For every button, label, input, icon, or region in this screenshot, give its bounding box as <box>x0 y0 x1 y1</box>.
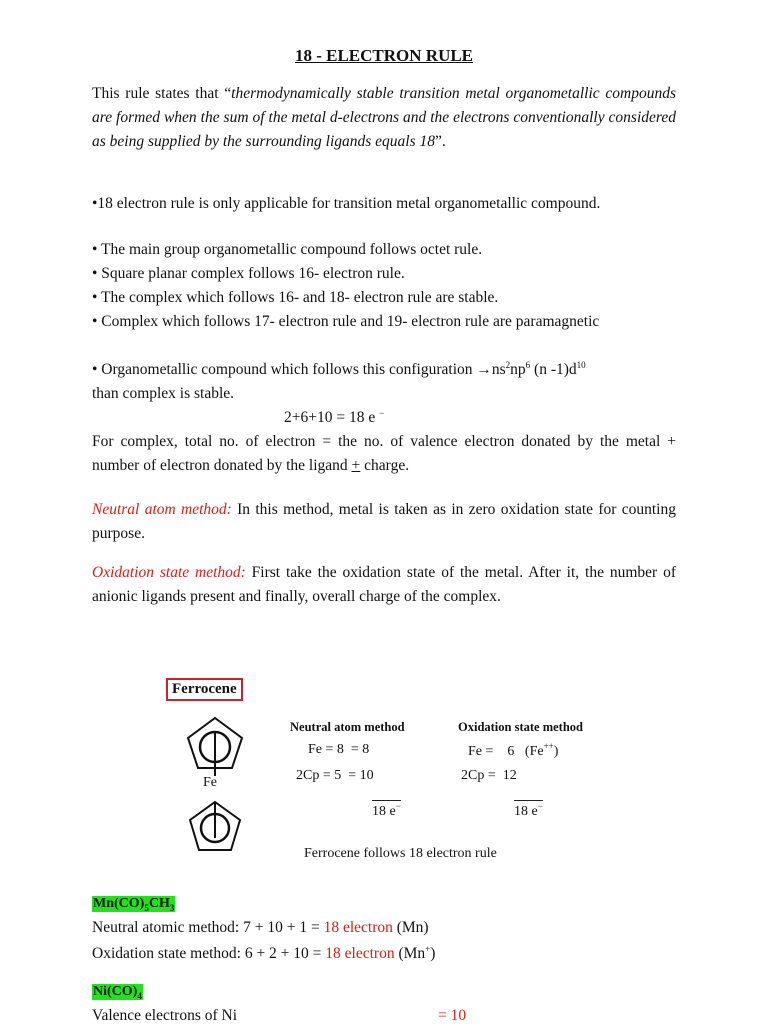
config-sup-1: 2 <box>505 360 511 370</box>
ni-formula-highlight <box>92 984 143 1000</box>
ferrocene-label: Ferrocene <box>166 678 243 701</box>
mn-formula-a: Mn(CO) <box>93 896 145 911</box>
neutral-total-sup: − <box>395 801 401 811</box>
config-prefix: • Organometallic compound which follows this configuration →ns <box>92 361 506 378</box>
oxidation-state-label: Oxidation state method: <box>92 564 246 581</box>
mn-formula-b: CH <box>148 896 170 911</box>
equation-sup: − <box>379 408 385 418</box>
ni-formula-a: Ni(CO) <box>93 984 138 999</box>
oxidation-state-paragraph <box>92 561 676 609</box>
oxidation-cp-row: 2Cp = 12 <box>461 768 517 783</box>
oxidation-state-text: First take the oxidation state of the metal. After it, the number of anionic ligands present and finally, overall charge of the complex. <box>92 564 676 605</box>
mn-neutral-suffix: (Mn) <box>392 919 429 936</box>
ni-formula-sub: 4 <box>137 990 142 1001</box>
bullet-configuration <box>92 358 676 382</box>
intro-prefix: This rule states that “ <box>92 85 232 102</box>
equation-text: 2+6+10 = 18 e <box>284 409 376 426</box>
bullet-configuration-cont: than complex is stable. <box>92 385 235 402</box>
mn-ox-prefix: Oxidation state method: 6 + 2 + 10 = <box>92 945 326 962</box>
bullet-stable: • The complex which follows 16- and 18- electron rule are stable. <box>92 289 499 306</box>
ferrocene-caption: Ferrocene follows 18 electron rule <box>304 846 497 861</box>
neutral-atom-label: Neutral atom method: <box>92 501 232 518</box>
ferrocene-metal-label: Fe <box>203 775 217 790</box>
neutral-atom-paragraph <box>92 498 676 546</box>
mn-ox-suffix: (Mn <box>394 945 426 962</box>
ni-valence-value: = 10 <box>438 1007 467 1024</box>
bullet-square-planar: • Square planar complex follows 16- electron rule. <box>92 265 405 282</box>
electron-equation <box>284 406 384 430</box>
mn-ox-result: 18 electron <box>325 945 395 962</box>
total-electron-formula <box>92 430 676 478</box>
config-nd: (n -1)d <box>530 361 577 378</box>
mn-formula-sub: 5 <box>144 902 149 913</box>
mn-formula-sub2: 3 <box>169 902 175 913</box>
intro-paragraph <box>92 82 676 154</box>
intro-suffix: ”. <box>435 133 446 150</box>
mn-ox-close: ) <box>430 945 436 962</box>
oxidation-fe-sup: ++ <box>543 741 554 751</box>
mn-oxidation-line <box>92 942 676 966</box>
config-np: np <box>510 361 526 378</box>
oxidation-total-text: 18 e <box>514 804 538 819</box>
mn-ox-sup: + <box>425 944 431 954</box>
page-title: 18 - ELECTRON RULE <box>294 46 474 65</box>
neutral-total <box>372 800 401 820</box>
formula-prefix: For complex, total no. of electron = the no. of valence electron donated by the metal + number of electron donated by the ligand <box>92 433 676 474</box>
oxidation-total-sup: − <box>537 801 543 811</box>
formula-suffix: charge. <box>360 457 410 474</box>
neutral-atom-heading: Neutral atom method <box>290 720 405 734</box>
neutral-fe-row: Fe = 8 = 8 <box>308 742 370 757</box>
mn-neutral-line <box>92 916 676 940</box>
config-sup-2: 6 <box>525 360 531 370</box>
mn-neutral-result: 18 electron <box>323 919 393 936</box>
bullet-octet: • The main group organometallic compound follows octet rule. <box>92 241 483 258</box>
mn-neutral-prefix: Neutral atomic method: 7 + 10 + 1 = <box>92 919 324 936</box>
neutral-cp-row: 2Cp = 5 = 10 <box>296 768 374 783</box>
oxidation-fe-row <box>468 741 559 760</box>
oxidation-fe-value: Fe = 6 <box>468 744 515 759</box>
oxidation-state-heading: Oxidation state method <box>458 720 583 734</box>
config-sup-3: 10 <box>576 360 586 370</box>
bullet-applicable: •18 electron rule is only applicable for transition metal organometallic compound. <box>92 195 601 212</box>
oxidation-fe-ion: (Fe <box>524 744 544 759</box>
oxidation-fe-close: ) <box>553 744 559 759</box>
formula-pm: + <box>351 457 361 474</box>
intro-quote: thermodynamically stable transition metal organometallic compounds are formed when the sum of the metal d-electrons and the electrons conventionally considered as being supplied by the surrounding ligands equals 18 <box>92 85 677 150</box>
neutral-total-text: 18 e <box>372 804 396 819</box>
neutral-atom-text: In this method, metal is taken as in zero oxidation state for counting purpose. <box>92 501 676 542</box>
bullet-paramagnetic: • Complex which follows 17- electron rule and 19- electron rule are paramagnetic <box>92 313 600 330</box>
mn-formula-highlight <box>92 896 175 912</box>
ni-valence-label: Valence electrons of Ni <box>92 1007 238 1024</box>
oxidation-total <box>514 800 543 820</box>
